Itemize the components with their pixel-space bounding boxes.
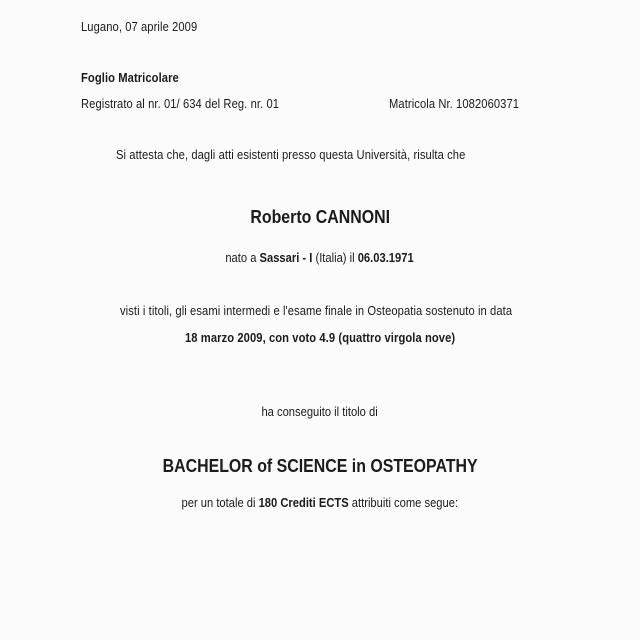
place-date: Lugano, 07 aprile 2009 <box>81 19 198 34</box>
exam-result: 18 marzo 2009, con voto 4.9 (quattro virgola nove) <box>185 330 456 345</box>
birth-date: 06.03.1971 <box>358 250 415 265</box>
student-name: Roberto CANNONI <box>250 206 390 227</box>
attestation-text: Si attesta che, dagli atti esistenti presso questa Università, risulta che <box>116 147 466 162</box>
student-name-line <box>0 208 640 227</box>
birth-country: (Italia) il <box>312 250 359 265</box>
conferred-text: ha conseguito il titolo di <box>261 404 379 419</box>
birth-line <box>0 251 640 264</box>
birth-prefix: nato a <box>225 250 261 265</box>
registration-number: Registrato al nr. 01/ 634 del Reg. nr. 01 <box>81 96 280 111</box>
credits-prefix: per un totale di <box>181 495 259 510</box>
document-title: Foglio Matricolare <box>81 70 179 85</box>
matricola-number: Matricola Nr. 1082060371 <box>389 96 520 111</box>
credits-amount: 180 Crediti ECTS <box>258 495 349 510</box>
degree-title: BACHELOR of SCIENCE in OSTEOPATHY <box>162 455 478 476</box>
degree-line <box>0 457 640 476</box>
exams-text: visti i titoli, gli esami intermedi e l'esame finale in Osteopatia sostenuto in data <box>120 303 513 318</box>
conferred-line <box>0 405 640 418</box>
credits-line <box>0 496 640 509</box>
credits-suffix: attribuiti come segue: <box>348 495 459 510</box>
birth-place: Sassari - I <box>260 250 313 265</box>
